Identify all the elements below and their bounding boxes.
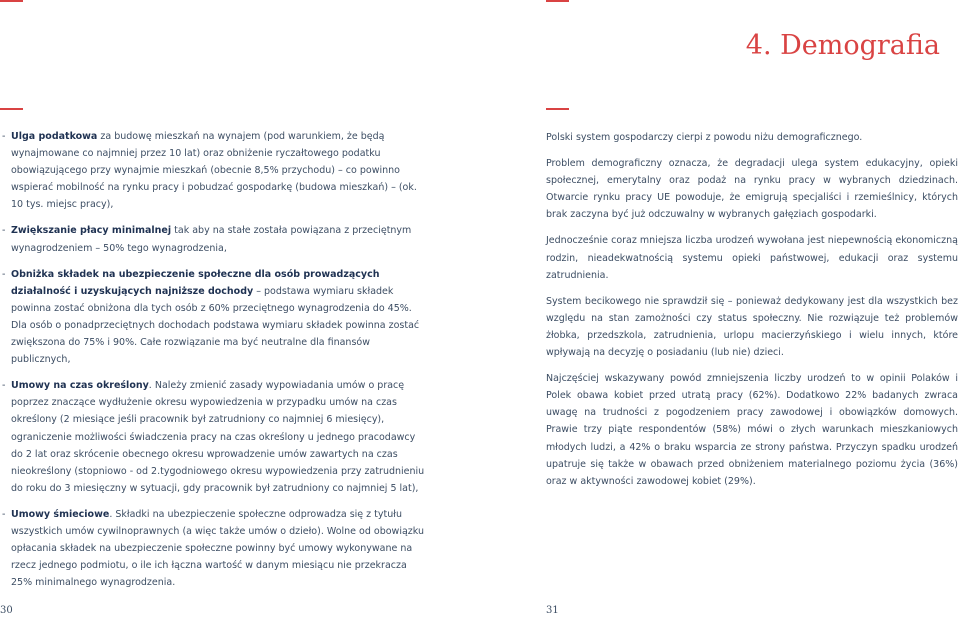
accent-rule-top-left [0,0,23,2]
left-column [0,128,425,600]
paragraph: System becikowego nie sprawdził się – ponieważ dedykowany jest dla wszystkich bez względu na stan zamożności czy status społeczny. Nie rozwiązuje też problemów żłobka, przedszkola, zatrudnienia, urlopu macierzyńskiego i wielu innych, które wpływają na decyzję o posiadaniu (lub nie) dzieci. [546,295,958,359]
paragraph: Najczęściej wskazywany powód zmniejszenia liczby urodzeń to w opinii Polaków i Polek obawa kobiet przed utratą pracy (62%). Dodatkowo 22% badanych zwraca uwagę na trudności z pogodzeniem pracy zawodowej i obowiązków domowych. Prawie trzy piąte respondentów (58%) mówi o złych warunkach mieszkaniowych młodych ludzi, a 42% o braku wsparcia ze strony państwa. Przyczyn spadku urodzeń upatruje się także w obawach przed obniżeniem materialnego poziomu życia (36%) oraz w aktywności zawodowej kobiet (29%). [546,373,958,487]
list-item [0,506,425,591]
item-lead: Umowy na czas określony [11,380,149,392]
item-text: – podstawa wymiaru składek powinna zostać obniżona dla tych osób z 60% przeciętnego wynagrodzenia do 45%. Dla osób o ponadprzeciętnych dochodach podstawa wymiaru składek powinna zostać zwiększona do 75% i 90%. Całe rozwiązanie ma być neutralne dla finansów publicznych, [11,285,420,366]
paragraph: Jednocześnie coraz mniejsza liczba urodzeń wywołana jest niepewnością ekonomiczną rodzin, nieadekwatnością systemu opieki państwowej, edukacji oraz systemu zatrudnienia. [546,235,958,281]
page-number-right: 31 [546,605,559,616]
item-lead: Zwiększanie płacy minimalnej [11,225,172,237]
paragraph: Problem demograficzny oznacza, że degradacji ulega system edukacyjny, opieki społecznej, emerytalny oraz podaż na rynku pracy w wybranych dziedzinach. Otwarcie rynku pracy UE powoduje, że emigrują specjaliści i rzemieślnicy, których brak zaczyna być już odczuwalny w wybranych gałęziach gospodarki. [546,158,958,221]
list-bullet: - [2,380,6,392]
accent-rule-mid-right [546,108,569,110]
list-bullet: - [2,508,6,520]
list-item [0,222,425,256]
section-title: 4. Demografia [745,30,940,61]
item-text: . Składki na ubezpieczenie społeczne odprowadza się z tytułu wszystkich umów cywilnoprawnych (a więc także umów o dzieło). Wolne od obowiązku opłacania składek na ubezpieczenie społeczne powinny być umowy wykonywane na rzecz jednego podmiotu, o ile ich łączna wartość w danym miesiącu nie przekracza 25% minimalnego wynagrodzenia. [11,508,424,589]
list-item [0,377,425,497]
list-item [0,266,425,369]
item-text: za budowę mieszkań na wynajem (pod warunkiem, że będą wynajmowane co najmniej przez 10 lat) oraz obniżenie ryczałtowego podatku obowiązującego przy wynajmie mieszkań (obecnie 8,5% przychodu) – co powinno wspierać mobilność na rynku pracy i pobudzać gospodarkę (budowa mieszkań) – (ok. 10 tys. miejsc pracy), [11,131,417,211]
accent-rule-mid-left [0,108,23,110]
right-column [546,129,958,499]
list-bullet: - [2,131,6,142]
paragraph: Polski system gospodarczy cierpi z powodu niżu demograficznego. [546,132,863,143]
list-item [0,128,425,213]
list-bullet: - [2,225,6,237]
item-lead: Ulga podatkowa [11,131,98,142]
item-text: . Należy zmienić zasady wypowiadania umów o pracę poprzez znaczące wydłużenie okresu wypowiedzenia w przypadku umów na czas określony (2 miesiące jeśli pracownik był zatrudniony co najmniej 6 miesięcy), ograniczenie możliwości świadczenia pracy na czas określony u jednego pracodawcy do 2 lat oraz skrócenie obecnego okresu wprowadzenie umów zawartych na czas nieokreślony (stopniowo - od 2.tygodniowego okresu wypowiedzenia przy zatrudnieniu do roku do 3 miesięczny w sytuacji, gdy pracownik był zatrudniony co najmniej 5 lat), [11,380,425,494]
item-lead: Obniżka składek na ubezpieczenie społeczne dla osób prowadzących działalność i uzyskujących najniższe dochody [11,268,380,297]
item-text: tak aby na stałe została powiązana z przeciętnym wynagrodzeniem – 50% tego wynagrodzenia, [11,225,412,254]
list-bullet: - [2,268,6,280]
accent-rule-top-right [546,0,569,2]
item-lead: Umowy śmieciowe [11,508,110,520]
page-number-left: 30 [0,605,13,616]
